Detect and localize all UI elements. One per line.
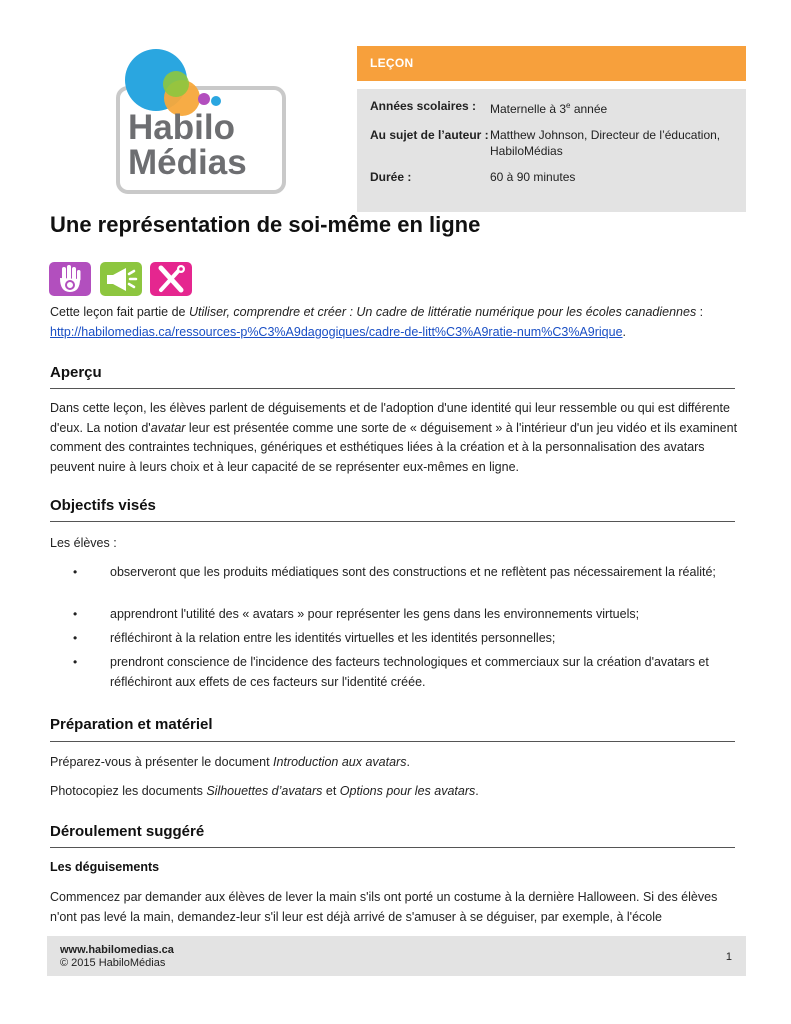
list-item: observeront que les produits médiatiques sont des constructions et ne reflètent pas nécessairement la réalité; bbox=[110, 565, 716, 579]
megaphone-badge-icon bbox=[100, 262, 142, 296]
section-objectifs-heading: Objectifs visés bbox=[50, 497, 156, 514]
bullet-glyph: • bbox=[73, 655, 78, 669]
grade-label: Années scolaires : bbox=[370, 99, 477, 113]
lesson-header: LEÇON bbox=[357, 46, 746, 81]
section-preparation-heading: Préparation et matériel bbox=[50, 716, 213, 733]
bullet-glyph: • bbox=[73, 607, 78, 621]
lesson-meta bbox=[357, 89, 746, 212]
section-apercu-heading: Aperçu bbox=[50, 364, 102, 381]
intro-paragraph: Cette leçon fait partie de Utiliser, comprendre et créer : Un cadre de littératie numérique pour les écoles canadiennes : http://habilomedias.ca/ressources-p%C3%A9dagogiques/cadre-de-litt%C3%A9ratie-num%C3%A9rique. bbox=[50, 305, 704, 339]
list-item: réfléchiront à la relation entre les identités virtuelles et les identités personnelles; bbox=[110, 631, 556, 645]
lesson-info-box bbox=[357, 46, 746, 212]
footer-copyright: © 2015 HabiloMédias bbox=[60, 957, 166, 969]
logo-green-circle bbox=[163, 71, 189, 97]
section-divider bbox=[50, 741, 735, 742]
page-number: 1 bbox=[725, 951, 732, 963]
objectifs-lead: Les élèves : bbox=[50, 536, 117, 550]
page-footer bbox=[47, 936, 746, 976]
grade-row bbox=[357, 98, 746, 117]
list-item: prendront conscience de l'incidence des facteurs technologiques et commerciaux sur la création d'avatars et réfléchiront aux effets de ces facteurs sur l'identité créée. bbox=[110, 655, 709, 689]
author-label: Au sujet de l’auteur : bbox=[370, 128, 489, 142]
preparation-paragraph-1: Préparez-vous à présenter le document Introduction aux avatars. bbox=[50, 755, 410, 769]
preparation-paragraph-2: Photocopiez les documents Silhouettes d’avatars et Options pour les avatars. bbox=[50, 784, 479, 798]
author-value: Matthew Johnson, Directeur de l’éducation, HabiloMédias bbox=[490, 128, 721, 158]
logo-purple-dot bbox=[198, 93, 210, 105]
list-item: apprendront l'utilité des « avatars » pour représenter les gens dans les environnements virtuels; bbox=[110, 607, 640, 621]
bullet-glyph: • bbox=[73, 565, 78, 579]
duration-label: Durée : bbox=[370, 170, 412, 184]
duration-value: 60 à 90 minutes bbox=[490, 170, 576, 184]
subsection-heading: Les déguisements bbox=[50, 860, 160, 874]
tools-badge-icon bbox=[150, 262, 192, 296]
page-title: Une représentation de soi-même en ligne bbox=[50, 212, 481, 237]
grade-value: Maternelle à 3e année bbox=[490, 101, 608, 116]
habilomedias-logo bbox=[110, 44, 290, 196]
section-deroulement-heading: Déroulement suggéré bbox=[50, 823, 205, 840]
logo-text-line2: Médias bbox=[128, 143, 247, 182]
hand-badge-icon bbox=[49, 262, 91, 296]
footer-url: www.habilomedias.ca bbox=[60, 944, 174, 956]
duration-row bbox=[357, 169, 746, 185]
logo-blue-dot bbox=[211, 96, 221, 106]
author-row bbox=[357, 127, 746, 159]
bullet-glyph: • bbox=[73, 631, 78, 645]
deroulement-paragraph: Commencez par demander aux élèves de lever la main s'ils ont porté un costume à la dernière Halloween. Si des élèves n'ont pas levé la main, demandez-leur s'il leur est déjà arrivé de s'amuser à se déguiser, par exemple, à l'école bbox=[50, 890, 718, 924]
apercu-paragraph: Dans cette leçon, les élèves parlent de déguisements et de l'adoption d'une identité qui leur ressemble ou qui est différente d'eux. La notion d'avatar leur est présentée comme une sorte de « déguisement » à l'intérieur d'un jeu vidéo et ils examinent comment des contraintes techniques, génériques et esthétiques liées à la création et à la personnalisation des avatars peuvent nuire à leurs choix et à leur capacité de se représenter eux-mêmes en ligne. bbox=[50, 401, 738, 474]
logo-text-line1: Habilo bbox=[128, 108, 235, 147]
framework-link[interactable]: http://habilomedias.ca/ressources-p%C3%A9dagogiques/cadre-de-litt%C3%A9ratie-num%C3%A9rique bbox=[50, 324, 623, 339]
section-divider bbox=[50, 388, 735, 389]
section-divider bbox=[50, 521, 735, 522]
section-divider bbox=[50, 847, 735, 848]
